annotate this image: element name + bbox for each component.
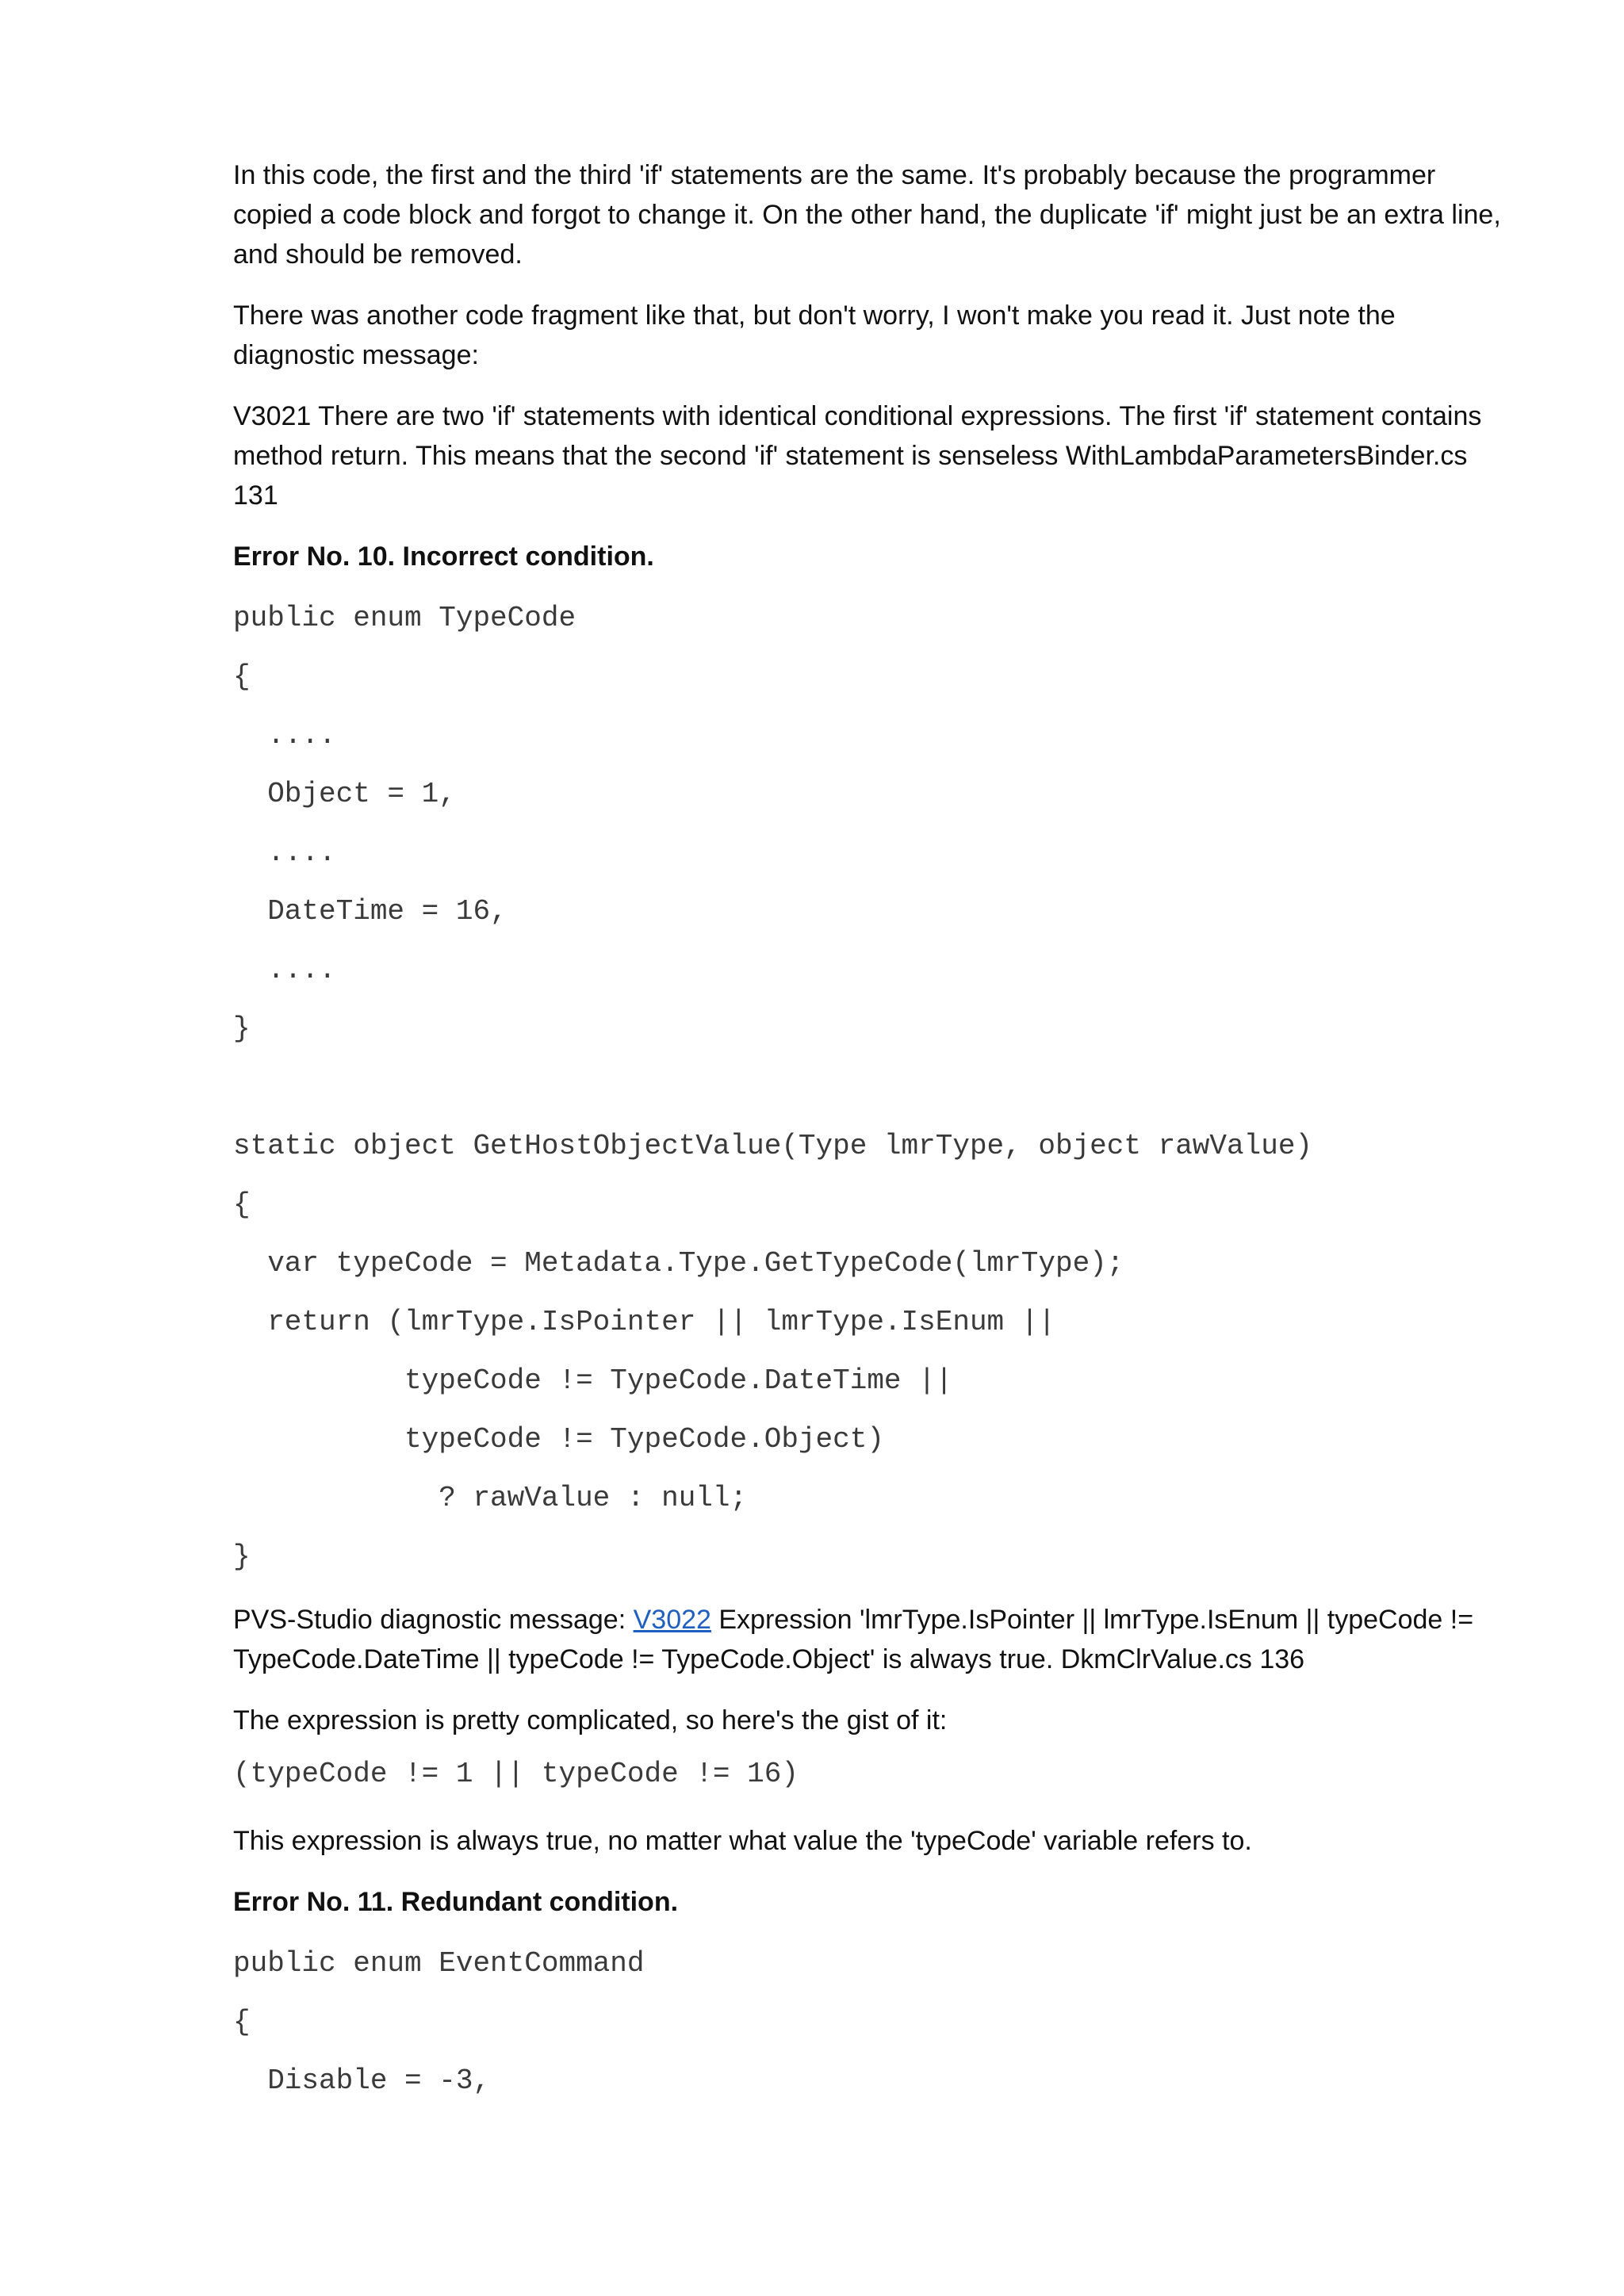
diagnostic-text: Expression 'lmrType.IsPointer || lmrType.IsEnum || typeCode != TypeCode.DateTime || typeCode != TypeCode.Object' is always true. DkmClrValue.cs 136 [233, 1605, 1474, 1674]
code-line: } [233, 1012, 251, 1045]
v3022-link[interactable]: V3022 [633, 1605, 711, 1635]
paragraph-another-fragment: There was another code fragment like that, but don't worry, I won't make you read it. Just note the diagnostic message: [233, 300, 1396, 370]
code-line: static object GetHostObjectValue(Type lmrType, object rawValue) [233, 1130, 1313, 1162]
code-line: Object = 1, [233, 778, 456, 810]
code-line: .... [233, 719, 336, 752]
code-line [233, 1058, 1510, 1117]
code-line: { [233, 660, 251, 693]
code-block-typecode [233, 589, 1510, 1586]
heading-error-11: Error No. 11. Redundant condition. [233, 1887, 679, 1917]
code-block-gist-expression [233, 1745, 1510, 1804]
code-line: return (lmrType.IsPointer || lmrType.IsEnum || [233, 1306, 1055, 1338]
code-line: (typeCode != 1 || typeCode != 16) [233, 1758, 799, 1790]
code-line: DateTime = 16, [233, 895, 508, 928]
code-line: .... [233, 836, 336, 869]
code-line: typeCode != TypeCode.Object) [233, 1423, 884, 1456]
code-line: public enum TypeCode [233, 602, 576, 634]
code-line: typeCode != TypeCode.DateTime || [233, 1364, 953, 1397]
paragraph-gist: The expression is pretty complicated, so here's the gist of it: [233, 1705, 948, 1735]
code-line: ? rawValue : null; [233, 1482, 748, 1514]
paragraph-always-true: This expression is always true, no matter what value the 'typeCode' variable refers to. [233, 1826, 1252, 1856]
paragraph-duplicate-if: In this code, the first and the third 'if' statements are the same. It's probably because the programmer copied a code block and forgot to change it. On the other hand, the duplicate 'if' might just be an extra line, and should be removed. [233, 160, 1501, 270]
code-line: { [233, 1188, 251, 1221]
diagnostic-prefix: PVS-Studio diagnostic message: [233, 1605, 634, 1635]
code-line: Disable = -3, [233, 2064, 491, 2097]
code-line: { [233, 2006, 251, 2038]
code-line: } [233, 1540, 251, 1573]
code-line: public enum EventCommand [233, 1947, 645, 1980]
paragraph-diagnostic-v3022 [233, 1600, 1510, 1679]
paragraph-diagnostic-v3021: V3021 There are two 'if' statements with identical conditional expressions. The first 'if' statement contains method return. This means that the second 'if' statement is senseless WithLambdaParametersBinder.cs 131 [233, 401, 1482, 511]
code-line: .... [233, 954, 336, 986]
heading-error-10: Error No. 10. Incorrect condition. [233, 541, 654, 572]
code-block-eventcommand [233, 1934, 1510, 2110]
code-line: var typeCode = Metadata.Type.GetTypeCode(lmrType); [233, 1247, 1124, 1280]
